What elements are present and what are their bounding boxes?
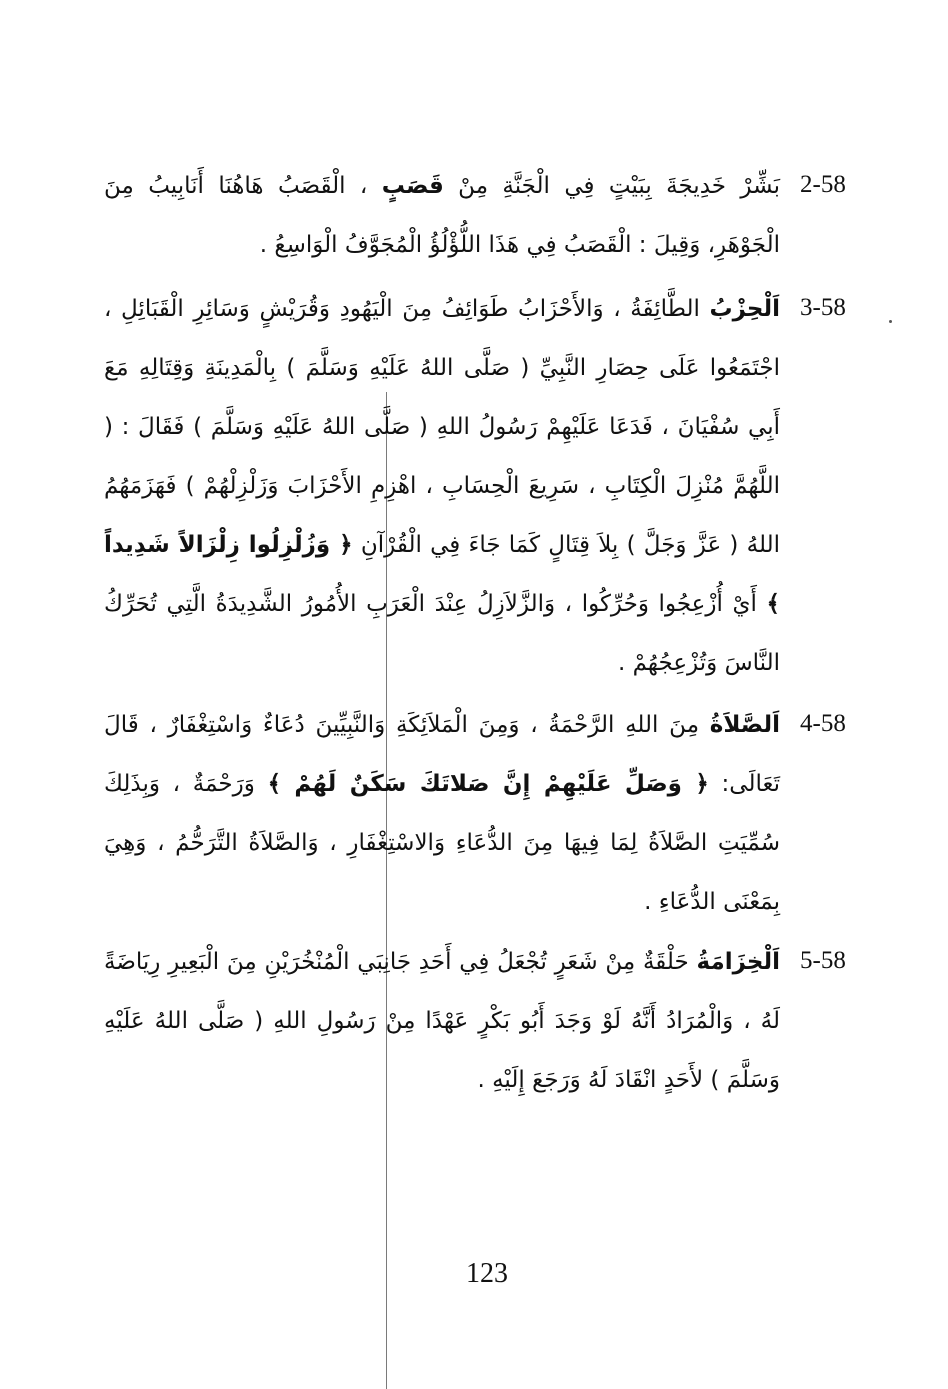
entry-number: 5-58: [800, 947, 846, 974]
entry-text-pre: الطَّائِفَةُ ، وَالأَحْزَابُ طَوَائِفُ مِنَ الْيَهُودِ وَقُرَيْشٍ وَسَائِرِ الْقَبَائِلِ ، اجْتَمَعُوا عَلَى حِصَارِ النَّبِيِّ ( صَلَّى اللهُ عَلَيْهِ وَسَلَّمَ ) بِالْمَدِينَةِ وَقِتَالِهِ مَعَ أَبِي سُفْيَانَ ، فَدَعَا عَلَيْهِمْ رَسُولُ اللهِ ( صَلَّى اللهُ عَلَيْهِ وَسَلَّمَ ) فَقَالَ : ( اللَّهُمَّ مُنْزِلَ الْكِتَابِ ، سَرِيعَ الْحِسَابِ ، اهْزِمِ الأَحْزَابَ وَزَلْزِلْهُمْ ) فَهَزَمَهُمُ اللهُ ( عَزَّ وَجَلَّ ) بِلاَ قِتَالٍ كَمَا جَاءَ فِي الْقُرْآنِ: [104, 296, 780, 558]
entry-term: اَلْحِزْبُ: [709, 296, 780, 322]
scan-artifact-dot: [889, 320, 892, 323]
entry-text-post: ، الْقَصَبُ هَاهُنَا أَنَابِيبُ مِنَ الْجَوْهَرِ، وَقِيلَ : الْقَصَبُ فِي هَذَا اللُّؤْلُؤُ الْمُجَوَّفُ الْوَاسِعُ .: [104, 173, 780, 258]
quran-quote: ﴿ وَزُلْزِلُوا زِلْزَالاً شَدِيداً ﴾: [104, 532, 780, 617]
entry-text-pre: حَلْقَةٌ مِنْ شَعَرٍ تُجْعَلُ فِي أَحَدِ جَانِبَي الْمُنْخُرَيْنِ مِنَ الْبَعِيرِ رِيَاضَةً لَهُ ، وَالْمُرَادُ أَنَّهُ لَوْ وَجَدَ أَبُو بَكْرٍ عَهْدًا مِنْ رَسُولِ اللهِ ( صَلَّى اللهُ عَلَيْهِ وَسَلَّمَ ) لأَحَدٍ انْقَادَ لَهُ وَرَجَعَ إِلَيْهِ .: [104, 949, 780, 1093]
entry-term: اَلصَّلاَةُ: [709, 712, 780, 738]
page-number: 123: [466, 1258, 508, 1289]
entry-bold-word: قَصَبٍ: [381, 173, 444, 199]
entry-text: [104, 157, 780, 275]
entry-text-pre: بَشِّرْ خَدِيجَةَ بِبَيْتٍ فِي الْجَنَّةِ مِنْ: [443, 173, 780, 199]
entry-text-post: أَيْ أُزْعِجُوا وَحُرِّكُوا ، وَالزَّلاَزِلُ عِنْدَ الْعَرَبِ الأُمُورُ الشَّدِيدَةُ الَّتِي تُحَرِّكُ النَّاسَ وَتُزْعِجُهُمْ .: [104, 591, 780, 676]
entry-text: [104, 696, 780, 932]
entry-text: [104, 280, 780, 693]
entry-number: 4-58: [800, 710, 846, 737]
quran-quote: ﴿ وَصَلِّ عَلَيْهِمْ إِنَّ صَلاتَكَ سَكَنٌ لَهُمْ ﴾: [267, 771, 709, 797]
entry-text-pre: مِنَ اللهِ الرَّحْمَةُ ، وَمِنَ الْمَلاَئِكَةِ وَالنَّبِيِّينَ دُعَاءٌ وَاسْتِغْفَارٌ ، قَالَ تَعَالَى:: [104, 712, 780, 797]
entry-term: اَلْخِزَامَةُ: [696, 949, 780, 975]
entry-number: 2-58: [800, 171, 846, 198]
entry-number: 3-58: [800, 294, 846, 321]
entry-text: [104, 933, 780, 1110]
entry-text-post: وَرَحْمَةٌ ، وَبِذَلِكَ سُمِّيَتِ الصَّلاَةُ لِمَا فِيهَا مِنَ الدُّعَاءِ وَالاسْتِغْفَارِ ، وَالصَّلاَةُ التَّرَحُّمُ ، وَهِيَ بِمَعْنَى الدُّعَاءِ .: [104, 771, 780, 915]
